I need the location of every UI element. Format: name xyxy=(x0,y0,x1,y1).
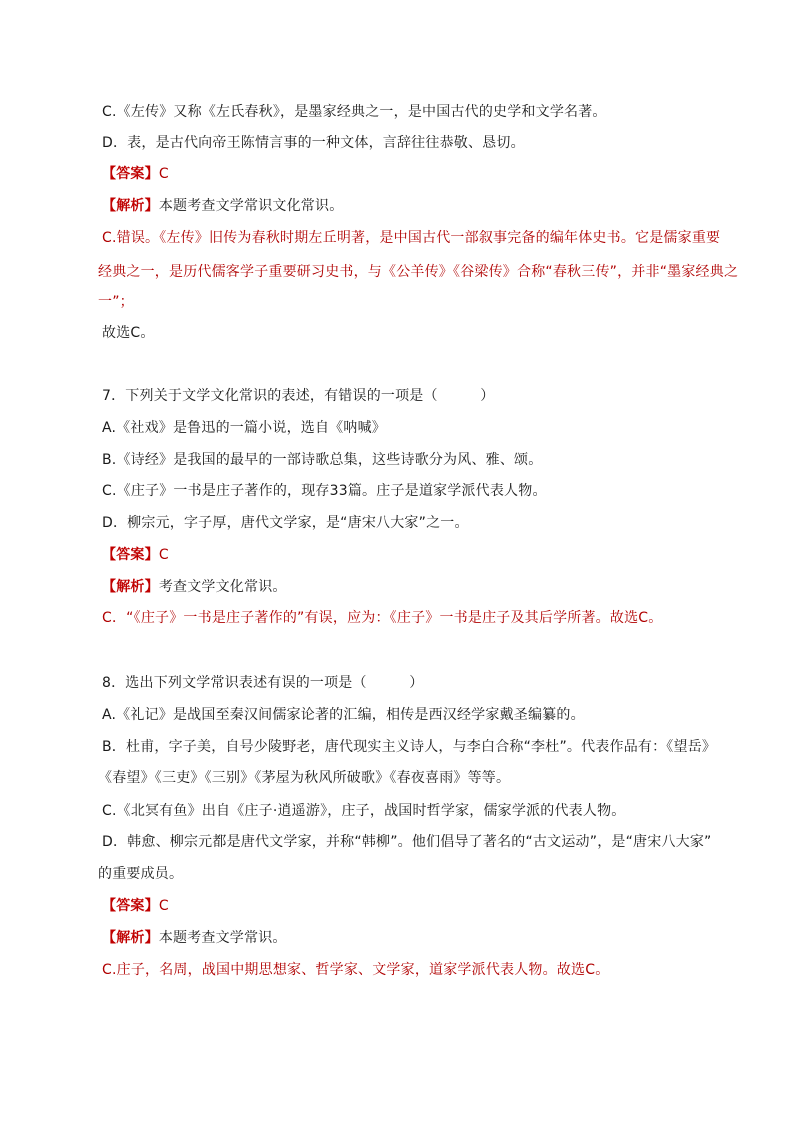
answer-line xyxy=(102,545,169,565)
explanation-line: C.错误。《左传》旧传为春秋时期左丘明著，是中国古代一部叙事完备的编年体史书。它是儒家重要 xyxy=(102,230,721,246)
analysis-text: 本题考查文学常识文化常识。 xyxy=(158,198,344,214)
explanation-line: 经典之一，是历代儒客学子重要研习史书，与《公羊传》《谷梁传》合称“春秋三传”，并非“墨家经典之 xyxy=(98,264,739,280)
question-7-stem: 7．下列关于文学文化常识的表述，有错误的一项是（ ） xyxy=(102,388,495,404)
option-d: D．柳宗元，字子厚，唐代文学家，是“唐宋八大家”之一。 xyxy=(102,515,469,531)
option-d: D．韩愈、柳宗元都是唐代文学家，并称“韩柳”。他们倡导了著名的“古文运动”，是“唐宋八大家” xyxy=(102,834,712,850)
question-8-stem: 8．选出下列文学常识表述有误的一项是（ ） xyxy=(102,675,424,691)
analysis-line xyxy=(102,196,343,216)
conclusion-line: 故选C。 xyxy=(102,325,155,341)
option-c: C.《庄子》一书是庄子著作的，现存33篇。庄子是道家学派代表人物。 xyxy=(102,483,547,499)
answer-line xyxy=(102,164,169,184)
option-b: B.《诗经》是我国的最早的一部诗歌总集，这些诗歌分为风、雅、颂。 xyxy=(102,452,543,468)
analysis-text: 考查文学文化常识。 xyxy=(158,579,287,595)
option-b-continued: 《春望》《三吏》《三别》《茅屋为秋风所破歌》《春夜喜雨》等等。 xyxy=(98,770,511,786)
analysis-tag: 【解析】 xyxy=(102,198,159,214)
answer-value: C xyxy=(158,166,169,182)
analysis-line xyxy=(102,577,287,597)
option-a: A.《礼记》是战国至秦汉间儒家论著的汇编，相传是西汉经学家戴圣编纂的。 xyxy=(102,707,585,723)
option-c: C.《北冥有鱼》出自《庄子·逍遥游》，庄子，战国时哲学家，儒家学派的代表人物。 xyxy=(102,803,626,819)
explanation-line: C.庄子，名周，战国中期思想家、哲学家、文学家，道家学派代表人物。故选C。 xyxy=(102,962,610,978)
answer-line xyxy=(102,896,169,916)
analysis-tag: 【解析】 xyxy=(102,579,159,595)
analysis-text: 本题考查文学常识。 xyxy=(158,930,287,946)
option-b: B．杜甫，字子美，自号少陵野老，唐代现实主义诗人，与李白合称“李杜”。代表作品有：《望岳》 xyxy=(102,739,717,755)
option-d-continued: 的重要成员。 xyxy=(98,866,184,882)
answer-value: C xyxy=(158,898,169,914)
explanation-line: C．“《庄子》一书是庄子著作的”有误，应为：《庄子》一书是庄子及其后学所著。故选C。 xyxy=(102,610,663,626)
analysis-tag: 【解析】 xyxy=(102,930,159,946)
answer-tag: 【答案】 xyxy=(102,898,159,914)
explanation-line: 一”； xyxy=(98,294,134,310)
answer-tag: 【答案】 xyxy=(102,166,159,182)
answer-value: C xyxy=(158,547,169,563)
option-d: D．表，是古代向帝王陈情言事的一种文体，言辞往往恭敬、恳切。 xyxy=(102,135,525,151)
answer-tag: 【答案】 xyxy=(102,547,159,563)
option-c: C.《左传》又称《左氏春秋》，是墨家经典之一，是中国古代的史学和文学名著。 xyxy=(102,104,607,120)
analysis-line xyxy=(102,928,287,948)
option-a: A.《社戏》是鲁迅的一篇小说，选自《呐喊》 xyxy=(102,420,386,436)
